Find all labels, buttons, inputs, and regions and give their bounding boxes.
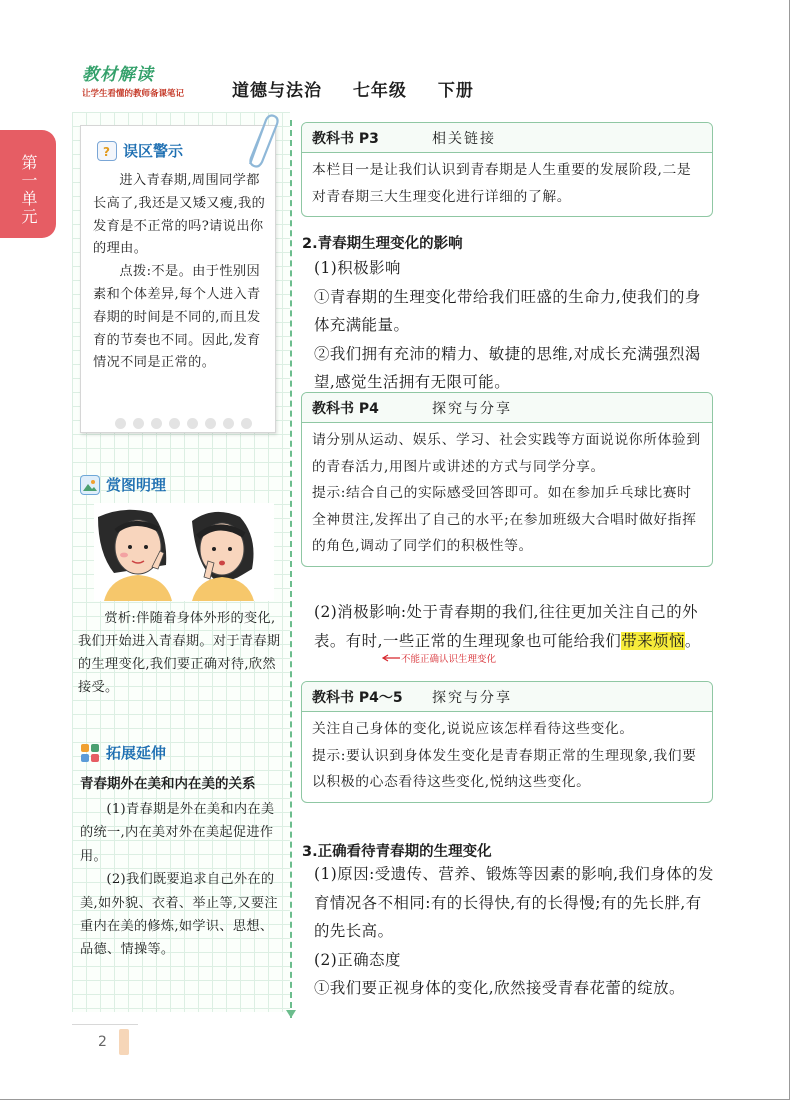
extension-title: 拓展延伸 bbox=[106, 744, 167, 762]
grid-blocks-icon bbox=[80, 743, 100, 763]
page-tab-marker bbox=[119, 1029, 129, 1055]
box-label: 相关链接 bbox=[432, 130, 496, 147]
box-paragraph: 本栏目一是让我们认识到青春期是人生重要的发展阶段,二是对青春期三大生理变化进行详细的了解。 bbox=[312, 162, 692, 205]
picture-icon bbox=[80, 475, 100, 495]
brand-title: 教材解读 bbox=[82, 65, 154, 85]
section-3-text bbox=[314, 860, 716, 1003]
page-number: 2 bbox=[98, 1033, 107, 1050]
box-header bbox=[302, 682, 712, 712]
box-body bbox=[302, 153, 712, 216]
section-3-cause: (1)原因:受遗传、营养、锻炼等因素的影响,我们身体的发育情况各不相同:有的长得快,有的长得慢;有的先长胖,有的先长高。 bbox=[314, 865, 714, 941]
textbook-box-p4-5 bbox=[301, 681, 713, 803]
negative-effect-before: (2)消极影响:处于青春期的我们,往往更加关注自己的外表。有时,一些正常的生理现象也可能给我们 bbox=[314, 603, 698, 650]
section-2-heading: 2.青春期生理变化的影响 bbox=[302, 236, 463, 252]
box-hint: 提示:结合自己的实际感受回答即可。如在参加乒乓球比赛时全神贯注,发挥出了自己的水平;在参加班级大合唱时做好指挥的角色,调动了同学们的积极性等。 bbox=[312, 485, 697, 554]
box-hint: 提示:要认识到身体发生变化是青春期正常的生理现象,我们要以积极的心态看待这些变化,悦纳这些变化。 bbox=[312, 747, 697, 790]
handwritten-annotation bbox=[381, 651, 496, 665]
misconception-title: 误区警示 bbox=[123, 142, 184, 160]
picture-title: 赏图明理 bbox=[106, 476, 167, 494]
arrow-down-icon bbox=[284, 1008, 298, 1020]
section-2-subhead: (1)积极影响 bbox=[314, 259, 401, 277]
section-2-point-2: ②我们拥有充沛的精力、敏捷的思维,对成长充满强烈渴望,感觉生活拥有无限可能。 bbox=[314, 344, 701, 392]
misconception-heading bbox=[97, 140, 183, 161]
highlighted-phrase: 带来烦恼 bbox=[621, 631, 685, 650]
annotation-text: 不能正确认识生理变化 bbox=[401, 654, 497, 665]
section-3-subhead: (2)正确态度 bbox=[314, 950, 401, 969]
brand-subtitle: 让学生看懂的教师备课笔记 bbox=[82, 89, 185, 99]
paperclip-icon bbox=[236, 112, 280, 168]
unit-tab: 第一单元 bbox=[0, 130, 56, 238]
box-label: 探究与分享 bbox=[432, 400, 512, 417]
book-volume: 下册 bbox=[437, 81, 474, 101]
extension-subtitle: 青春期外在美和内在美的关系 bbox=[80, 776, 256, 792]
page-number-tab bbox=[72, 1024, 138, 1058]
question-doc-icon bbox=[97, 141, 117, 161]
picture-analysis: 赏析:伴随着身体外形的变化,我们开始进入青春期。对于青春期的生理变化,我们要正确对待,欣然接受。 bbox=[78, 611, 281, 695]
extension-point-2: (2)我们既要追求自己外在的美,如外貌、衣着、举止等,又要注重内在美的修炼,如学识、思想、品德、情操等。 bbox=[80, 872, 278, 958]
picture-heading bbox=[80, 474, 166, 495]
book-grade: 七年级 bbox=[352, 81, 407, 101]
extension-heading bbox=[80, 742, 166, 763]
column-divider bbox=[290, 120, 292, 1018]
box-tag: 教科书 P4 bbox=[312, 400, 379, 417]
box-label: 探究与分享 bbox=[432, 689, 512, 706]
textbook-box-p4 bbox=[301, 392, 713, 567]
arrow-left-icon bbox=[381, 654, 401, 662]
picture-text bbox=[78, 607, 284, 699]
section-2-point-1: ①青春期的生理变化带给我们旺盛的生命力,使我们的身体充满能量。 bbox=[314, 287, 701, 335]
misconception-card bbox=[80, 125, 276, 433]
book-subject: 道德与法治 bbox=[232, 81, 322, 101]
negative-effect-after: 。 bbox=[684, 631, 701, 650]
misconception-question: 进入青春期,周围同学都长高了,我还是又矮又瘦,我的发育是不正常的吗?请说出你的理由。 bbox=[93, 173, 266, 257]
svg-text:?: ? bbox=[103, 144, 110, 158]
misconception-hint: 点拨:不是。由于性别因素和个体差异,每个人进入青春期的时间是不同的,而且发育的节奏也不同。因此,发育情况不同是正常的。 bbox=[93, 264, 261, 371]
box-header bbox=[302, 123, 712, 153]
misconception-text bbox=[93, 170, 267, 375]
girls-illustration bbox=[94, 503, 274, 601]
box-header bbox=[302, 393, 712, 423]
textbook-box-p3 bbox=[301, 122, 713, 217]
extension-text bbox=[80, 798, 286, 962]
binder-holes bbox=[115, 418, 252, 429]
box-question: 请分别从运动、娱乐、学习、社会实践等方面说说你所体验到的青春活力,用图片或讲述的方式与同学分享。 bbox=[312, 432, 701, 475]
book-title bbox=[232, 76, 498, 101]
box-tag: 教科书 P3 bbox=[312, 130, 379, 147]
box-question: 关注自己身体的变化,说说应该怎样看待这些变化。 bbox=[312, 721, 634, 737]
box-tag: 教科书 P4～5 bbox=[312, 689, 403, 706]
section-3-attitude: ①我们要正视身体的变化,欣然接受青春花蕾的绽放。 bbox=[314, 979, 685, 998]
section-3-heading: 3.正确看待青春期的生理变化 bbox=[302, 844, 492, 860]
section-2-text bbox=[314, 254, 716, 397]
brand bbox=[82, 60, 184, 99]
negative-effect-text bbox=[314, 598, 716, 655]
extension-point-1: (1)青春期是外在美和内在美的统一,内在美对外在美起促进作用。 bbox=[80, 802, 275, 864]
box-body bbox=[302, 712, 712, 802]
box-body bbox=[302, 423, 712, 566]
